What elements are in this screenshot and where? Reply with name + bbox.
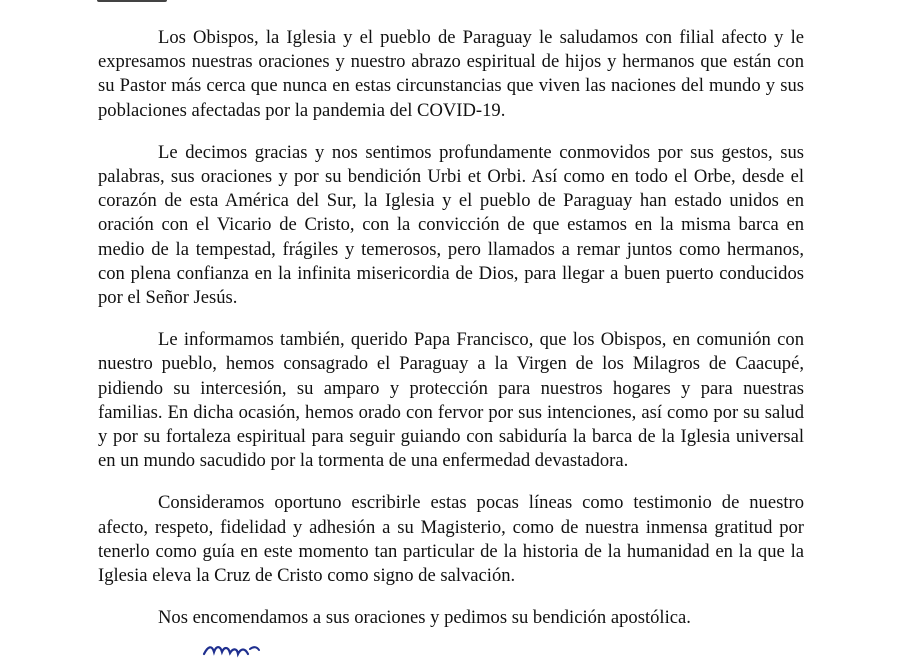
cropped-text-fragment <box>97 0 167 2</box>
paragraph-consecration: Le informamos también, querido Papa Francisco, que los Obispos, en comunión con nuestro pueblo, hemos consagrado el Paraguay a la Virgen de los Milagros de Caacupé, pidiendo su intercesión, su amparo y protección para nuestros hogares y para nuestras familias. En dicha ocasión, hemos orado con fervor por sus intenciones, así como por su salud y por su fortaleza espiritual para seguir guiando con sabiduría la barca de la Iglesia universal en un mundo sacudido por la tormenta de una enfermedad devastadora. <box>98 329 804 472</box>
paragraph-closing: Nos encomendamos a sus oraciones y pedimos su bendición apostólica. <box>158 607 691 629</box>
signature-icon <box>202 638 262 658</box>
paragraph-testimony: Consideramos oportuno escribirle estas pocas líneas como testimonio de nuestro afecto, respeto, fidelidad y adhesión a su Magisterio, como de nuestra inmensa gratitud por tenerlo como guía en este momento tan particular de la historia de la humanidad en la que la Iglesia eleva la Cruz de Cristo como signo de salvación. <box>98 492 804 587</box>
letter-body <box>98 26 804 630</box>
paragraph-greeting: Los Obispos, la Iglesia y el pueblo de Paraguay le saludamos con filial afecto y le expresamos nuestras oraciones y nuestro abrazo espiritual de hijos y hermanos que están con su Pastor más cerca que nunca en estas circunstancias que viven las naciones del mundo y sus poblaciones afectadas por la pandemia del COVID-19. <box>98 27 804 121</box>
paragraph-gratitude: Le decimos gracias y nos sentimos profundamente conmovidos por sus gestos, sus palabras, sus oraciones y por su bendición Urbi et Orbi. Así como en todo el Orbe, desde el corazón de esta América del Sur, la Iglesia y el pueblo de Paraguay han estado unidos en oración con el Vicario de Cristo, con la convicción de que estamos en la misma barca en medio de la tempestad, frágiles y temerosos, pero llamados a remar juntos como hermanos, con plena confianza en la infinita misericordia de Dios, para llegar a buen puerto conducidos por el Señor Jesús. <box>98 141 804 309</box>
